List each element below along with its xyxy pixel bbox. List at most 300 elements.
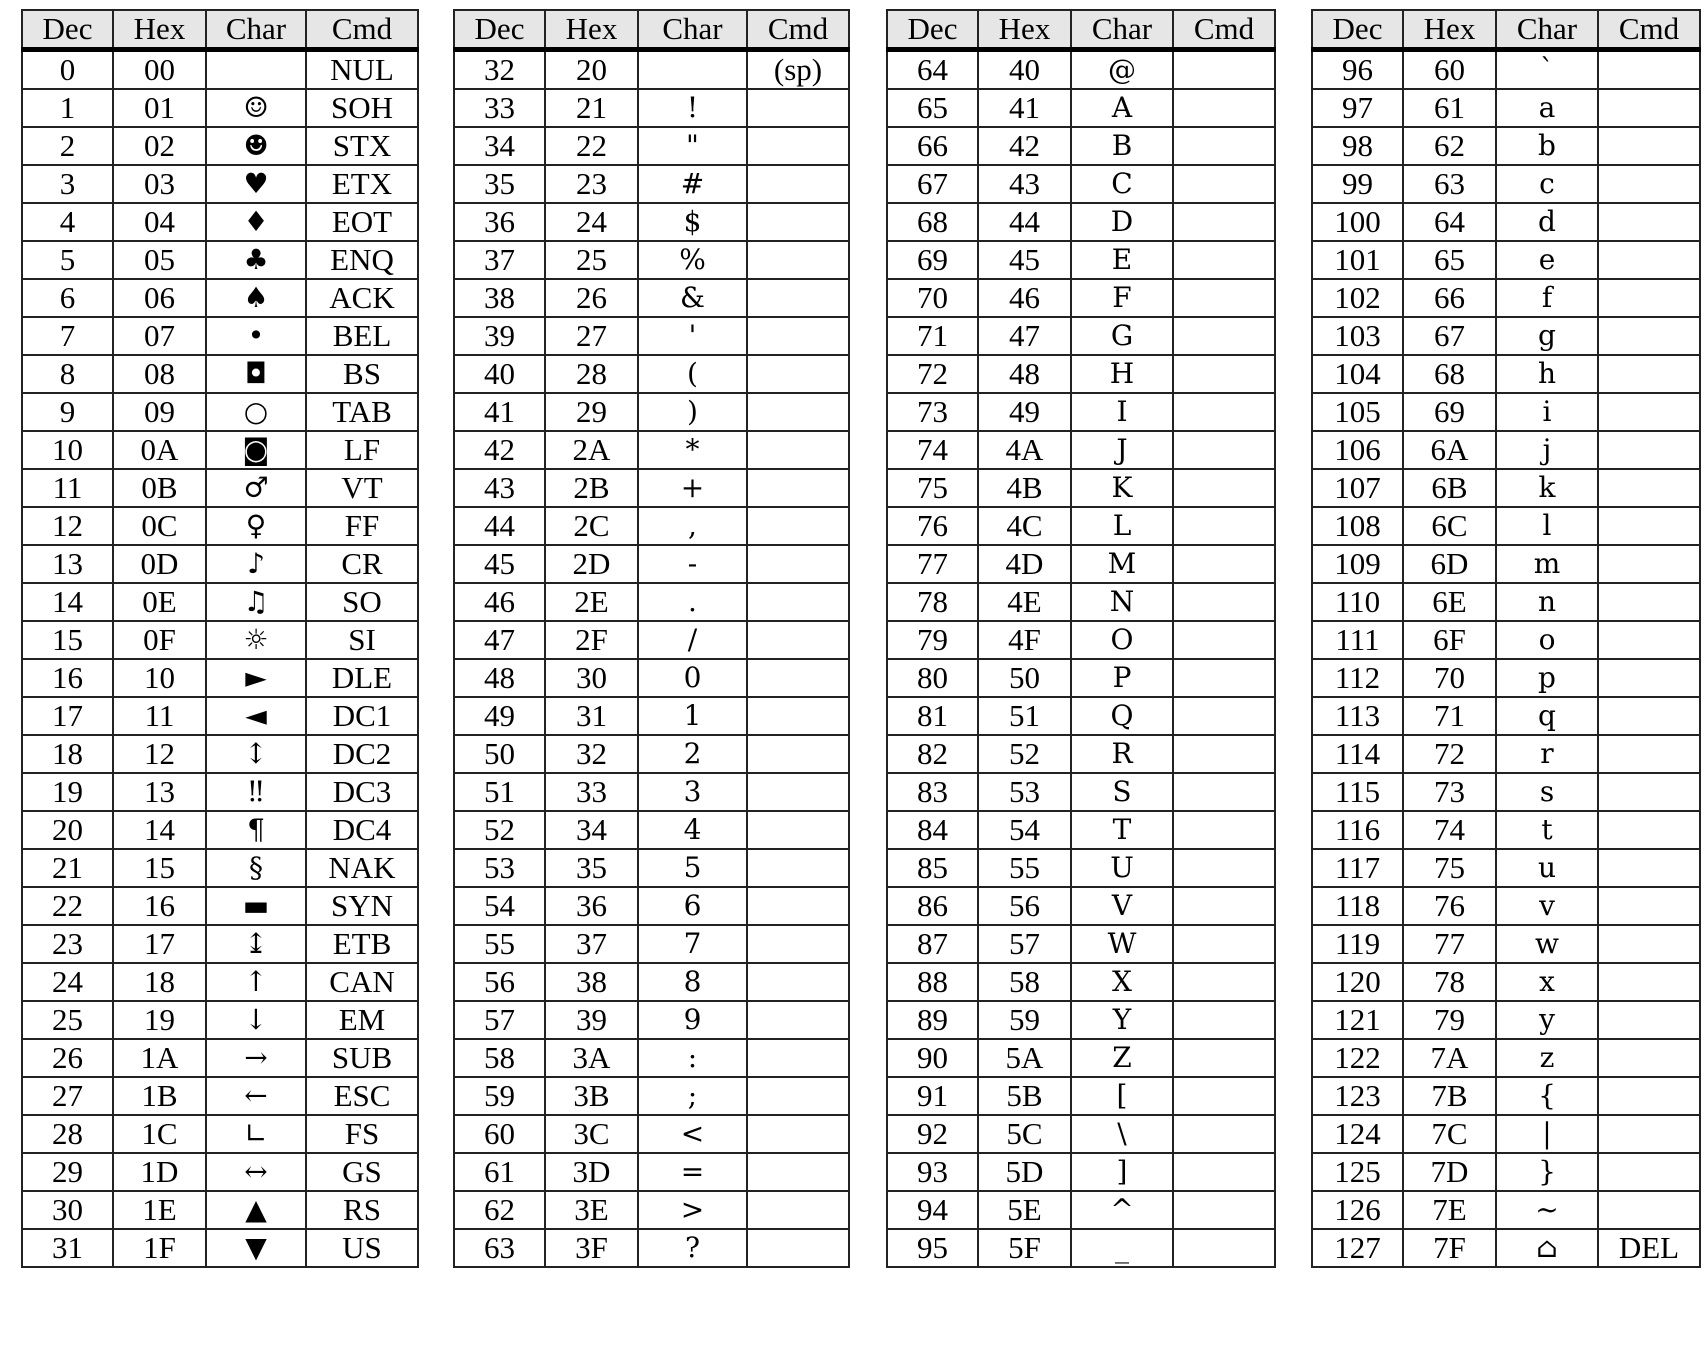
char-cell: F — [1071, 279, 1173, 317]
table-row — [887, 317, 1275, 355]
table-row — [887, 127, 1275, 165]
hex-cell: 42 — [978, 127, 1071, 165]
dec-cell: 31 — [22, 1229, 113, 1267]
hex-cell: 09 — [113, 393, 206, 431]
hex-cell: 7D — [1403, 1153, 1496, 1191]
char-cell: A — [1071, 89, 1173, 127]
char-cell: ^ — [1071, 1191, 1173, 1229]
char-cell: l — [1496, 507, 1598, 545]
char-cell: k — [1496, 469, 1598, 507]
hex-cell: 15 — [113, 849, 206, 887]
cmd-cell — [1173, 203, 1275, 241]
char-cell: - — [638, 545, 747, 583]
hex-cell: 2B — [545, 469, 638, 507]
cmd-cell — [747, 1153, 849, 1191]
char-cell: : — [638, 1039, 747, 1077]
char-cell: g — [1496, 317, 1598, 355]
char-cell: R — [1071, 735, 1173, 773]
hex-cell: 1A — [113, 1039, 206, 1077]
cmd-cell — [1598, 697, 1700, 735]
cmd-cell — [1598, 849, 1700, 887]
table-row — [454, 545, 849, 583]
hex-cell: 58 — [978, 963, 1071, 1001]
dec-cell: 6 — [22, 279, 113, 317]
cmd-cell — [747, 89, 849, 127]
dec-cell: 21 — [22, 849, 113, 887]
column-header-hex: Hex — [545, 10, 638, 50]
char-cell: ▲ — [206, 1191, 306, 1229]
hex-cell: 6D — [1403, 545, 1496, 583]
char-cell: _ — [1071, 1229, 1173, 1267]
table-row — [1312, 1191, 1700, 1229]
hex-cell: 79 — [1403, 1001, 1496, 1039]
dec-cell: 100 — [1312, 203, 1403, 241]
table-row — [454, 469, 849, 507]
dec-cell: 79 — [887, 621, 978, 659]
char-cell: ♀ — [206, 507, 306, 545]
cmd-cell: SUB — [306, 1039, 418, 1077]
char-cell: } — [1496, 1153, 1598, 1191]
dec-cell: 107 — [1312, 469, 1403, 507]
char-cell — [638, 50, 747, 90]
hex-cell: 6E — [1403, 583, 1496, 621]
hex-cell: 1C — [113, 1115, 206, 1153]
table-row — [22, 925, 418, 963]
hex-cell: 7F — [1403, 1229, 1496, 1267]
char-cell: d — [1496, 203, 1598, 241]
table-row — [22, 1039, 418, 1077]
char-cell: j — [1496, 431, 1598, 469]
cmd-cell — [1173, 507, 1275, 545]
dec-cell: 36 — [454, 203, 545, 241]
char-cell: 3 — [638, 773, 747, 811]
cmd-cell — [747, 811, 849, 849]
table-row — [454, 1001, 849, 1039]
hex-cell: 33 — [545, 773, 638, 811]
char-cell: 5 — [638, 849, 747, 887]
dec-cell: 26 — [22, 1039, 113, 1077]
cmd-cell — [1173, 50, 1275, 90]
cmd-cell: ETX — [306, 165, 418, 203]
char-cell: ∟ — [206, 1115, 306, 1153]
table-row — [22, 1001, 418, 1039]
dec-cell: 1 — [22, 89, 113, 127]
table-body — [454, 50, 849, 1268]
table-row — [887, 1229, 1275, 1267]
hex-cell: 7A — [1403, 1039, 1496, 1077]
cmd-cell: BS — [306, 355, 418, 393]
hex-cell: 74 — [1403, 811, 1496, 849]
table-row — [1312, 773, 1700, 811]
table-row — [454, 50, 849, 90]
cmd-cell: TAB — [306, 393, 418, 431]
dec-cell: 82 — [887, 735, 978, 773]
cmd-cell — [1598, 1191, 1700, 1229]
hex-cell: 3F — [545, 1229, 638, 1267]
table-row — [22, 773, 418, 811]
char-cell: X — [1071, 963, 1173, 1001]
cmd-cell — [1173, 317, 1275, 355]
table-row — [1312, 279, 1700, 317]
cmd-cell — [747, 925, 849, 963]
table-row — [22, 1115, 418, 1153]
table-row — [1312, 507, 1700, 545]
table-row — [887, 621, 1275, 659]
table-row — [22, 849, 418, 887]
table-row — [454, 621, 849, 659]
cmd-cell: US — [306, 1229, 418, 1267]
char-cell: ↨ — [206, 925, 306, 963]
hex-cell: 48 — [978, 355, 1071, 393]
table-row — [887, 1191, 1275, 1229]
char-cell: ♠ — [206, 279, 306, 317]
char-cell: T — [1071, 811, 1173, 849]
hex-cell: 10 — [113, 659, 206, 697]
table-row — [22, 697, 418, 735]
char-cell: ♥ — [206, 165, 306, 203]
char-cell: ; — [638, 1077, 747, 1115]
cmd-cell — [747, 659, 849, 697]
table-row — [454, 697, 849, 735]
cmd-cell — [747, 241, 849, 279]
hex-cell: 76 — [1403, 887, 1496, 925]
dec-cell: 109 — [1312, 545, 1403, 583]
cmd-cell — [1173, 583, 1275, 621]
char-cell: ‼ — [206, 773, 306, 811]
dec-cell: 85 — [887, 849, 978, 887]
hex-cell: 19 — [113, 1001, 206, 1039]
dec-cell: 7 — [22, 317, 113, 355]
dec-cell: 65 — [887, 89, 978, 127]
char-cell: & — [638, 279, 747, 317]
table-row — [1312, 963, 1700, 1001]
table-row — [1312, 925, 1700, 963]
char-cell: ↑ — [206, 963, 306, 1001]
dec-cell: 14 — [22, 583, 113, 621]
hex-cell: 62 — [1403, 127, 1496, 165]
hex-cell: 32 — [545, 735, 638, 773]
cmd-cell — [1598, 241, 1700, 279]
hex-cell: 65 — [1403, 241, 1496, 279]
table-row — [1312, 621, 1700, 659]
cmd-cell — [1598, 963, 1700, 1001]
dec-cell: 9 — [22, 393, 113, 431]
table-row — [22, 621, 418, 659]
hex-cell: 51 — [978, 697, 1071, 735]
dec-cell: 34 — [454, 127, 545, 165]
cmd-cell — [747, 735, 849, 773]
table-row — [22, 1077, 418, 1115]
char-cell: c — [1496, 165, 1598, 203]
hex-cell: 4C — [978, 507, 1071, 545]
cmd-cell — [747, 317, 849, 355]
cmd-cell: GS — [306, 1153, 418, 1191]
char-cell: 2 — [638, 735, 747, 773]
hex-cell: 59 — [978, 1001, 1071, 1039]
char-cell: E — [1071, 241, 1173, 279]
dec-cell: 64 — [887, 50, 978, 90]
hex-cell: 4F — [978, 621, 1071, 659]
dec-cell: 8 — [22, 355, 113, 393]
hex-cell: 5C — [978, 1115, 1071, 1153]
table-row — [887, 279, 1275, 317]
hex-cell: 78 — [1403, 963, 1496, 1001]
cmd-cell — [1173, 469, 1275, 507]
char-cell: h — [1496, 355, 1598, 393]
column-header-char: Char — [1496, 10, 1598, 50]
table-row — [454, 279, 849, 317]
char-cell: @ — [1071, 50, 1173, 90]
cmd-cell: CAN — [306, 963, 418, 1001]
char-cell — [206, 50, 306, 90]
hex-cell: 64 — [1403, 203, 1496, 241]
cmd-cell — [1598, 1039, 1700, 1077]
cmd-cell — [1598, 1077, 1700, 1115]
hex-cell: 46 — [978, 279, 1071, 317]
dec-cell: 48 — [454, 659, 545, 697]
cmd-cell — [747, 697, 849, 735]
hex-cell: 29 — [545, 393, 638, 431]
dec-cell: 37 — [454, 241, 545, 279]
hex-cell: 39 — [545, 1001, 638, 1039]
cmd-cell — [747, 203, 849, 241]
dec-cell: 76 — [887, 507, 978, 545]
char-cell: ◘ — [206, 355, 306, 393]
cmd-cell — [1173, 1039, 1275, 1077]
table-row — [454, 659, 849, 697]
cmd-cell — [747, 127, 849, 165]
column-header-char: Char — [206, 10, 306, 50]
cmd-cell: DC4 — [306, 811, 418, 849]
dec-cell: 101 — [1312, 241, 1403, 279]
char-cell: w — [1496, 925, 1598, 963]
table-row — [454, 127, 849, 165]
hex-cell: 50 — [978, 659, 1071, 697]
char-cell: ◄ — [206, 697, 306, 735]
dec-cell: 89 — [887, 1001, 978, 1039]
dec-cell: 45 — [454, 545, 545, 583]
dec-cell: 59 — [454, 1077, 545, 1115]
dec-cell: 119 — [1312, 925, 1403, 963]
char-cell: Y — [1071, 1001, 1173, 1039]
hex-cell: 45 — [978, 241, 1071, 279]
dec-cell: 24 — [22, 963, 113, 1001]
hex-cell: 54 — [978, 811, 1071, 849]
char-cell: O — [1071, 621, 1173, 659]
hex-cell: 2E — [545, 583, 638, 621]
column-header-dec: Dec — [1312, 10, 1403, 50]
hex-cell: 1F — [113, 1229, 206, 1267]
hex-cell: 70 — [1403, 659, 1496, 697]
char-cell: e — [1496, 241, 1598, 279]
hex-cell: 53 — [978, 773, 1071, 811]
dec-cell: 10 — [22, 431, 113, 469]
cmd-cell — [1598, 659, 1700, 697]
column-header-cmd: Cmd — [306, 10, 418, 50]
column-header-cmd: Cmd — [1598, 10, 1700, 50]
table-row — [22, 203, 418, 241]
dec-cell: 80 — [887, 659, 978, 697]
hex-cell: 1E — [113, 1191, 206, 1229]
cmd-cell — [747, 1191, 849, 1229]
hex-cell: 75 — [1403, 849, 1496, 887]
cmd-cell — [747, 963, 849, 1001]
dec-cell: 15 — [22, 621, 113, 659]
table-row — [454, 89, 849, 127]
char-cell: + — [638, 469, 747, 507]
dec-cell: 117 — [1312, 849, 1403, 887]
dec-cell: 96 — [1312, 50, 1403, 90]
table-row — [22, 241, 418, 279]
hex-cell: 0D — [113, 545, 206, 583]
dec-cell: 11 — [22, 469, 113, 507]
hex-cell: 06 — [113, 279, 206, 317]
char-cell: N — [1071, 583, 1173, 621]
hex-cell: 25 — [545, 241, 638, 279]
table-row — [887, 925, 1275, 963]
hex-cell: 13 — [113, 773, 206, 811]
ascii-table-32-63 — [453, 9, 850, 1268]
cmd-cell: SYN — [306, 887, 418, 925]
table-row — [22, 507, 418, 545]
dec-cell: 51 — [454, 773, 545, 811]
dec-cell: 103 — [1312, 317, 1403, 355]
table-header — [887, 10, 1275, 50]
hex-cell: 22 — [545, 127, 638, 165]
char-cell: * — [638, 431, 747, 469]
table-row — [1312, 203, 1700, 241]
char-cell: Z — [1071, 1039, 1173, 1077]
table-row — [887, 849, 1275, 887]
table-header — [454, 10, 849, 50]
column-header-hex: Hex — [978, 10, 1071, 50]
dec-cell: 116 — [1312, 811, 1403, 849]
char-cell: V — [1071, 887, 1173, 925]
hex-cell: 5A — [978, 1039, 1071, 1077]
char-cell: ] — [1071, 1153, 1173, 1191]
dec-cell: 5 — [22, 241, 113, 279]
table-row — [887, 1153, 1275, 1191]
table-row — [22, 279, 418, 317]
column-header-hex: Hex — [1403, 10, 1496, 50]
dec-cell: 99 — [1312, 165, 1403, 203]
cmd-cell — [1173, 355, 1275, 393]
cmd-cell — [747, 165, 849, 203]
cmd-cell — [1598, 127, 1700, 165]
dec-cell: 12 — [22, 507, 113, 545]
table-row — [454, 735, 849, 773]
char-cell: D — [1071, 203, 1173, 241]
char-cell: U — [1071, 849, 1173, 887]
cmd-cell — [1598, 393, 1700, 431]
table-row — [887, 1077, 1275, 1115]
table-row — [887, 507, 1275, 545]
char-cell: s — [1496, 773, 1598, 811]
table-row — [454, 1153, 849, 1191]
cmd-cell — [747, 849, 849, 887]
cmd-cell — [1598, 50, 1700, 90]
char-cell: ↔ — [206, 1153, 306, 1191]
hex-cell: 63 — [1403, 165, 1496, 203]
hex-cell: 1D — [113, 1153, 206, 1191]
char-cell: Q — [1071, 697, 1173, 735]
char-cell: # — [638, 165, 747, 203]
hex-cell: 02 — [113, 127, 206, 165]
hex-cell: 12 — [113, 735, 206, 773]
hex-cell: 05 — [113, 241, 206, 279]
cmd-cell — [1173, 393, 1275, 431]
char-cell: S — [1071, 773, 1173, 811]
char-cell: 8 — [638, 963, 747, 1001]
hex-cell: 5B — [978, 1077, 1071, 1115]
char-cell: v — [1496, 887, 1598, 925]
dec-cell: 118 — [1312, 887, 1403, 925]
char-cell: " — [638, 127, 747, 165]
table-row — [1312, 355, 1700, 393]
char-cell: ) — [638, 393, 747, 431]
char-cell: u — [1496, 849, 1598, 887]
cmd-cell: ENQ — [306, 241, 418, 279]
cmd-cell — [1173, 735, 1275, 773]
dec-cell: 18 — [22, 735, 113, 773]
dec-cell: 39 — [454, 317, 545, 355]
char-cell: 0 — [638, 659, 747, 697]
table-row — [1312, 317, 1700, 355]
dec-cell: 20 — [22, 811, 113, 849]
cmd-cell: ESC — [306, 1077, 418, 1115]
column-header-dec: Dec — [22, 10, 113, 50]
hex-cell: 20 — [545, 50, 638, 90]
char-cell: y — [1496, 1001, 1598, 1039]
char-cell: ☼ — [206, 621, 306, 659]
char-cell: ! — [638, 89, 747, 127]
dec-cell: 71 — [887, 317, 978, 355]
table-row — [887, 963, 1275, 1001]
char-cell: ~ — [1496, 1191, 1598, 1229]
char-cell: G — [1071, 317, 1173, 355]
table-row — [1312, 393, 1700, 431]
cmd-cell — [747, 1039, 849, 1077]
table-row — [22, 469, 418, 507]
cmd-cell — [1173, 1191, 1275, 1229]
char-cell: K — [1071, 469, 1173, 507]
table-row — [887, 50, 1275, 90]
table-row — [1312, 849, 1700, 887]
char-cell: f — [1496, 279, 1598, 317]
char-cell: , — [638, 507, 747, 545]
cmd-cell — [1598, 203, 1700, 241]
char-cell: • — [206, 317, 306, 355]
table-row — [1312, 1039, 1700, 1077]
cmd-cell — [1173, 279, 1275, 317]
char-cell: 1 — [638, 697, 747, 735]
dec-cell: 72 — [887, 355, 978, 393]
char-cell: W — [1071, 925, 1173, 963]
hex-cell: 49 — [978, 393, 1071, 431]
table-row — [887, 393, 1275, 431]
cmd-cell — [747, 355, 849, 393]
cmd-cell — [1173, 241, 1275, 279]
dec-cell: 46 — [454, 583, 545, 621]
table-row — [1312, 127, 1700, 165]
char-cell: n — [1496, 583, 1598, 621]
hex-cell: 4B — [978, 469, 1071, 507]
dec-cell: 42 — [454, 431, 545, 469]
cmd-cell — [1173, 925, 1275, 963]
dec-cell: 55 — [454, 925, 545, 963]
cmd-cell — [1173, 89, 1275, 127]
char-cell: > — [638, 1191, 747, 1229]
